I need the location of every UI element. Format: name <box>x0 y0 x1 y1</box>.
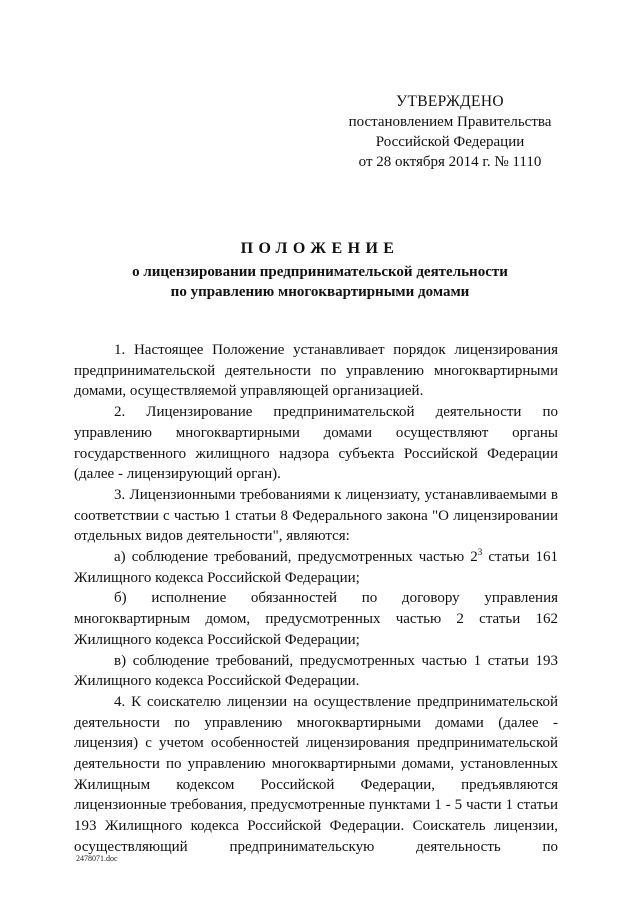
subtitle-line-1: о лицензировании предпринимательской деятельности <box>132 264 508 280</box>
document-title: ПОЛОЖЕНИЕ <box>240 240 400 257</box>
approval-line-country: Российской Федерации <box>375 134 525 150</box>
paragraph-3: 3. Лицензионными требованиями к лицензиату, устанавливаемыми в соответствии с частью 1 статьи 8 Федерального закона "О лицензировании отдельных видов деятельности", являются: <box>74 486 558 545</box>
paragraph-3a-text: а) соблюдение требований, предусмотренных частью 2 <box>114 549 478 566</box>
document-subtitle <box>40 263 600 302</box>
paragraph-3a-superscript: 3 <box>477 547 483 558</box>
subtitle-line-2: по управлению многоквартирными домами <box>170 283 470 300</box>
paragraph-4: 4. К соискателю лицензии на осуществление предпринимательской деятельности по управлению многоквартирными домами (далее - лицензия) с учетом особенностей лицензирования предпринимательской деятельности по управлению многоквартирными домами, установленных Жилищным кодексом Российской Федерации, предъявляются лицензионные требования, предусмотренные пунктами 1 - 5 части 1 статьи 193 Жилищного кодекса Российской Федерации. Соискатель лицензии, осуществляющий предпринимательскую деятельность по <box>74 693 558 855</box>
approval-line-resolution: постановлением Правительства <box>348 114 552 130</box>
document-body <box>74 340 558 858</box>
approval-block <box>330 92 570 172</box>
file-name-footer: 2478071.doc <box>76 854 118 863</box>
paragraph-3a-text-end: статьи 161 Жилищного кодекса Российской Федерации; <box>74 549 558 586</box>
paragraph-2: 2. Лицензирование предпринимательской деятельности по управлению многоквартирными домами осуществляют органы государственного жилищного надзора субъекта Российской Федерации (далее - лицензирующий орган). <box>74 404 558 483</box>
paragraph-1: 1. Настоящее Положение устанавливает порядок лицензирования предпринимательской деятельности по управлению многоквартирными домами, осуществляемой управляющей организацией. <box>74 342 558 400</box>
paragraph-3a <box>74 547 558 588</box>
approval-heading: УТВЕРЖДЕНО <box>396 93 504 110</box>
paragraph-3b: б) исполнение обязанностей по договору управления многоквартирным домом, предусмотренных частью 2 статьи 162 Жилищного кодекса Российской Федерации; <box>74 590 558 648</box>
paragraph-3c: в) соблюдение требований, предусмотренных частью 1 статьи 193 Жилищного кодекса Российской Федерации. <box>74 652 558 690</box>
approval-line-date: от 28 октября 2014 г. № 1110 <box>358 154 542 170</box>
